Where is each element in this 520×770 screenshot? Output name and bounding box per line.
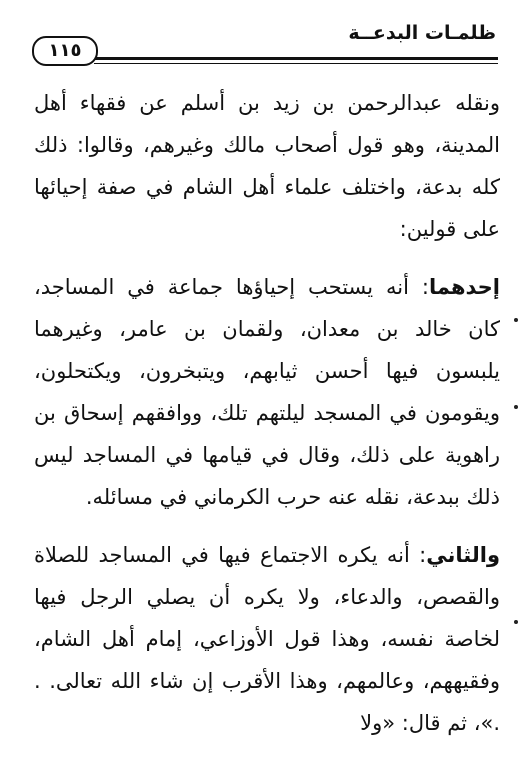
paragraph-text: : أنه يستحب إحياؤها جماعة في المساجد، كان خالد بن معدان، ولقمان بن عامر، وغيرهما يلبسون فيها أحسن ثيابهم، ويتبخرون، ويكتحلون، ويقومون في المسجد ليلتهم تلك، ووافقهم إسحاق بن راهوية على ذلك، وقال في قيامها في المساجد ليس ذلك ببدعة، نقله عنه حرب الكرماني في مسائله. xyxy=(34,275,500,509)
paragraph-lead: إحدهما xyxy=(429,275,500,299)
paragraph-2 xyxy=(34,266,500,518)
scan-mark xyxy=(514,318,518,322)
scan-mark xyxy=(514,620,518,624)
paragraph-lead: والثاني xyxy=(426,543,500,567)
book-title: ظلمـات البدعــة xyxy=(348,22,496,44)
page-number: ١١٥ xyxy=(32,36,98,66)
paragraph-text: ونقله عبدالرحمن بن زيد بن أسلم عن فقهاء أهل المدينة، وهو قول أصحاب مالك وغيرهم، وقالوا: ذلك كله بدعة، واختلف علماء أهل الشام في صفة إحيائها على قولين: xyxy=(34,91,500,241)
header-rule-thick xyxy=(94,57,498,60)
scan-mark xyxy=(514,405,518,409)
paragraph-text: : أنه يكره الاجتماع فيها في المساجد للصلاة والقصص، والدعاء، ولا يكره أن يصلي الرجل فيها لخاصة نفسه، وهذا قول الأوزاعي، إمام أهل الشام، وفقيههم، وعالمهم، وهذا الأقرب إن شاء الله تعالى. . .»، ثم قال: «ولا xyxy=(34,543,500,735)
page-header xyxy=(32,22,498,68)
paragraph-1 xyxy=(34,82,500,250)
page-body xyxy=(34,82,500,760)
paragraph-3 xyxy=(34,534,500,744)
header-rule-thin xyxy=(94,63,498,64)
